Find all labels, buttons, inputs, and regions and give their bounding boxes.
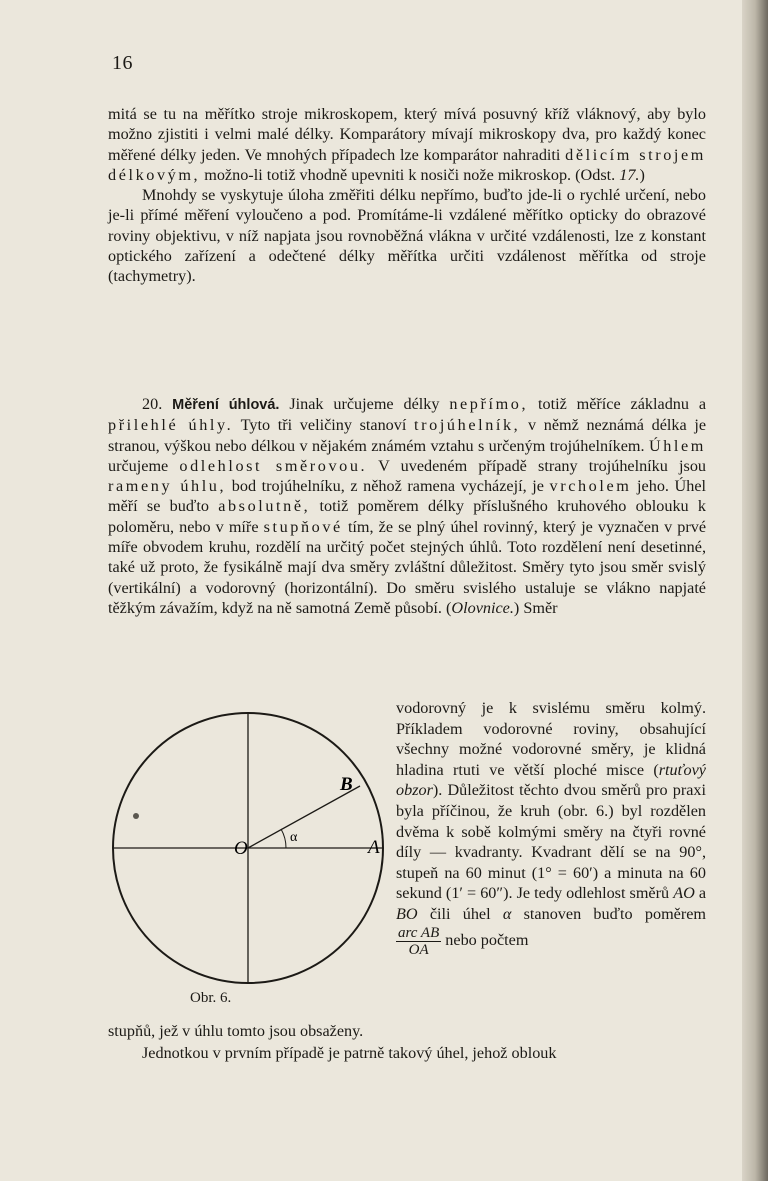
- spaced-term-deliciim-stroj: dělicím strojem délkovým,: [108, 145, 706, 184]
- angle-arc: [281, 829, 286, 848]
- spaced-term: vrcholem: [549, 477, 632, 496]
- para-top-text-b: možno-li totiž vhodně upevniti k nosiči nože mikroskop. (Odst.: [204, 165, 616, 184]
- spaced-term: rameny úhlu,: [108, 477, 227, 496]
- section-text: Jinak určujeme délky: [289, 395, 440, 413]
- section-text: totiž poměrem délky příslušného kruhového oblouku k poloměru, nebo v míře: [108, 497, 706, 536]
- section-text: určujeme: [108, 456, 169, 475]
- reference-close: ): [639, 165, 645, 184]
- label-b: B: [340, 774, 353, 795]
- italic-symbol: α: [502, 904, 512, 923]
- spaced-term: odlehlost směrovou.: [179, 456, 368, 475]
- page-edge-shadow: [742, 0, 768, 1181]
- label-alpha: α: [290, 830, 298, 845]
- section-20: [108, 394, 706, 618]
- paragraph-wrap-right: [396, 698, 706, 958]
- section-number: 20.: [142, 395, 163, 413]
- italic-term: rtuťový obzor: [396, 760, 706, 800]
- paragraph-top: [108, 104, 706, 287]
- wrap-text: ). Důležitost těchto dvou směrů pro praxi byla příčinou, že kruh (obr. 6.) byl rozdělen dvěma k sobě kolmými směry na čtyři rovné díly — kvadranty. Kvadrant dělí se na 90°, stupeň na 60 minut (1° = 60′) a minuta na 60 sekund (1′ = 60″). Je tedy odlehlost směrů: [396, 781, 706, 903]
- label-a: A: [368, 837, 380, 858]
- page-number: 16: [112, 52, 133, 74]
- spaced-term: absolutně,: [218, 497, 311, 516]
- italic-symbol: BO: [396, 904, 418, 923]
- figure-circle-quadrants: [110, 700, 400, 1020]
- section-text: totiž měříce základnu a: [538, 395, 707, 413]
- fraction-denominator: OA: [408, 941, 429, 958]
- section-text: v němž neznámá délka je stranou, výškou nebo délkou v nějakém známém vztahu s určeným trojúhelníkem.: [108, 416, 707, 455]
- paper-spot: [133, 813, 139, 819]
- italic-term: Olovnice.: [451, 598, 514, 617]
- section-text: bod trojúhelníku, z něhož ramena vycházejí, je: [231, 477, 544, 496]
- paragraph-second: Mnohdy se vyskytuje úloha změřiti délku nepřímo, buďto jde-li o rychlé určení, nebo je-li přímé měření vyloučeno a pod. Promítáme-li vzdálené měřítko opticky do obrazové roviny objektivu, v níž napjata jsou rovnoběžná vlákna v určité vzdálenosti, lze z konstant optického zařízení a odečtené délky měřítka určiti vzdálenost měřítka od stroje (tachymetry).: [108, 186, 706, 286]
- circle-diagram: [110, 700, 400, 990]
- section-text: jeho. Úhel měří se buďto: [108, 477, 707, 516]
- fraction-arc-ab-over-oa: [396, 925, 441, 958]
- figure-caption: Obr. 6.: [190, 990, 232, 1006]
- radius-ob: [248, 786, 360, 848]
- wrap-text: stanoven buďto poměrem: [523, 904, 707, 923]
- para-top-text-a: mitá se tu na měřítko stroje mikroskopem, který mívá posuvný kříž vláknový, aby bylo možno zjistiti i velmi malé délky. Komparátory mívají mikroskopy dva, pro každý konec měřené délky jeden. Ve mnohých případech lze komparátor nahraditi: [108, 105, 706, 164]
- section-title: Měření úhlová.: [172, 397, 280, 413]
- section-text: tím, že se plný úhel rovinný, který je vyznačen v prvé míře obvodem kruhu, rozdělí na určitý počet stejných úhlů. Toto rozdělení není desetinné, také už proto, že fysikálně mají dva směry zvláštní důležitost. Směry tyto jsou směr svislý (vertikální) a vodorovný (horizontální). Do směru svislého ustaluje se vlákno napjaté těžkým závažím, když na ně samotná Země působí. (: [108, 517, 707, 617]
- fraction-numerator: arc AB: [398, 924, 440, 941]
- closing-lines: [108, 1020, 706, 1064]
- section-text: ) Směr: [513, 598, 558, 617]
- wrap-text: čili úhel: [429, 904, 491, 923]
- wrap-text: nebo počtem: [445, 930, 529, 949]
- spaced-term: trojúhelník,: [414, 416, 521, 435]
- wrap-text: vodorovný je k svislému směru kolmý. Příkladem vodorovné roviny, obsahující všechny možné vodorovné směry, je klidná hladina rtuti ve větší ploché misce (: [396, 699, 706, 779]
- spaced-term: stupňové: [263, 517, 343, 536]
- closing-line-2: Jednotkou v prvním případě je patrně takový úhel, jehož oblouk: [142, 1044, 557, 1062]
- spaced-term: Úhlem: [648, 436, 706, 455]
- reference-number: 17.: [619, 165, 640, 184]
- spaced-term: přilehlé úhly.: [108, 416, 234, 435]
- closing-line-1: stupňů, jež v úhlu tomto jsou obsaženy.: [108, 1022, 364, 1040]
- spaced-term: nepřímo,: [449, 395, 529, 413]
- italic-symbol: AO: [673, 884, 695, 903]
- label-o: O: [234, 838, 248, 859]
- wrap-text: a: [698, 884, 707, 903]
- section-text: Tyto tři veličiny stanoví: [240, 416, 407, 435]
- section-text: V uvedeném případě strany trojúhelníku jsou: [378, 456, 707, 475]
